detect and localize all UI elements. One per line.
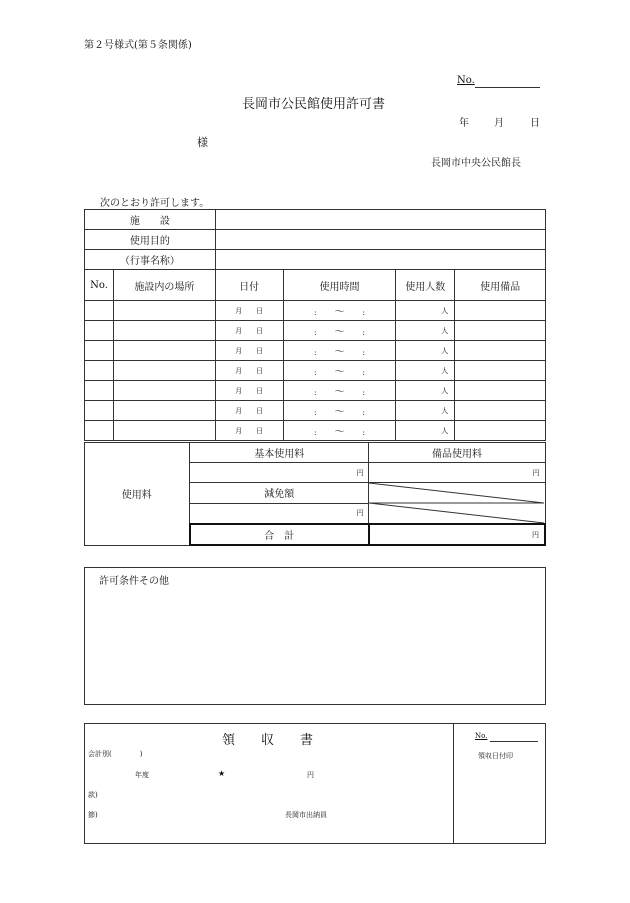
time-colon: : (362, 349, 365, 357)
row-time-cell (283, 401, 396, 421)
month-unit: 月 (235, 387, 243, 395)
addressee-suffix: 様 (197, 136, 208, 149)
time-colon: : (314, 389, 317, 397)
time-colon: : (314, 349, 317, 357)
receipt-box (84, 723, 546, 844)
column-time: 使用時間 (283, 270, 396, 301)
time-colon: : (362, 429, 365, 437)
row-people-cell (396, 401, 455, 421)
person-unit: 人 (441, 347, 449, 355)
time-tilde: 〜 (334, 307, 345, 318)
time-colon: : (314, 329, 317, 337)
month-unit: 月 (235, 367, 243, 375)
receipt-treasurer: 長岡市出納員 (285, 811, 327, 819)
time-colon: : (314, 309, 317, 317)
row-place-cell (113, 401, 215, 421)
usage-row (85, 421, 546, 441)
form-number: 第２号様式(第５条関係) (84, 40, 192, 51)
row-equipment-cell (455, 321, 546, 341)
row-no-cell (85, 401, 114, 421)
row-date-cell (215, 361, 283, 381)
day-unit: 日 (256, 367, 264, 375)
column-date: 日付 (215, 270, 283, 301)
receipt-account: 会計別( ) (88, 750, 143, 758)
day-unit: 日 (256, 427, 264, 435)
person-unit: 人 (441, 307, 449, 315)
month-unit: 月 (235, 347, 243, 355)
issuer: 長岡市中央公民館長 (431, 158, 521, 169)
row-time-cell (283, 381, 396, 401)
row-equipment-cell (455, 341, 546, 361)
document-number-label (457, 75, 475, 86)
time-tilde: 〜 (334, 367, 345, 378)
month-unit: 月 (235, 427, 243, 435)
row-date-cell (215, 341, 283, 361)
usage-table (84, 269, 546, 441)
row-date-cell (215, 381, 283, 401)
row-date-cell (215, 421, 283, 441)
row-equipment-cell (455, 361, 546, 381)
receipt-no-label: No. (475, 732, 488, 740)
receipt-divider (453, 724, 454, 843)
column-people: 使用人数 (396, 270, 455, 301)
basic-fee-label: 基本使用料 (190, 443, 369, 463)
row-people-cell (396, 421, 455, 441)
row-place-cell (113, 341, 215, 361)
usage-row (85, 401, 546, 421)
date-day: 日 (530, 118, 540, 129)
month-unit: 月 (235, 407, 243, 415)
day-unit: 日 (256, 347, 264, 355)
row-place-cell (113, 321, 215, 341)
row-place-cell (113, 361, 215, 381)
day-unit: 日 (256, 387, 264, 395)
event-name-label: （行事名称） (85, 250, 216, 270)
receipt-no-line (490, 741, 538, 742)
usage-row (85, 341, 546, 361)
person-unit: 人 (441, 407, 449, 415)
month-unit: 月 (235, 327, 243, 335)
row-people-cell (396, 361, 455, 381)
person-unit: 人 (441, 367, 449, 375)
diagonal-strike (369, 483, 544, 523)
row-time-cell (283, 321, 396, 341)
event-name-value (215, 250, 545, 270)
time-tilde: 〜 (334, 427, 345, 438)
row-time-cell (283, 341, 396, 361)
equipment-fee-amount (369, 463, 545, 483)
row-time-cell (283, 421, 396, 441)
row-place-cell (113, 421, 215, 441)
row-no-cell (85, 321, 114, 341)
row-date-cell (215, 401, 283, 421)
conditions-label: 許可条件その他 (99, 576, 169, 587)
yen-unit: 円 (532, 530, 539, 539)
basic-fee-amount (190, 463, 369, 483)
date-year: 年 (459, 118, 469, 129)
receipt-title: 領 収 書 (222, 733, 314, 748)
intro-text: 次のとおり許可します。 (100, 198, 210, 209)
usage-row (85, 321, 546, 341)
time-tilde: 〜 (334, 327, 345, 338)
day-unit: 日 (256, 307, 264, 315)
info-table (84, 209, 546, 270)
document-number-line (475, 87, 540, 88)
row-date-cell (215, 301, 283, 321)
time-tilde: 〜 (334, 347, 345, 358)
receipt-clause: 節) (88, 811, 98, 819)
receipt-yen: 円 (307, 771, 314, 779)
yen-unit: 円 (356, 509, 364, 518)
row-equipment-cell (455, 381, 546, 401)
date-month: 月 (494, 118, 504, 129)
time-tilde: 〜 (334, 407, 345, 418)
row-no-cell (85, 381, 114, 401)
row-no-cell (85, 341, 114, 361)
row-people-cell (396, 341, 455, 361)
purpose-value (215, 230, 545, 250)
time-colon: : (362, 329, 365, 337)
equipment-fee-label: 備品使用料 (369, 443, 545, 463)
person-unit: 人 (441, 327, 449, 335)
row-no-cell (85, 421, 114, 441)
time-colon: : (362, 389, 365, 397)
time-colon: : (314, 429, 317, 437)
fees-label: 使用料 (85, 443, 190, 546)
reduction-label: 減免額 (190, 483, 369, 504)
usage-row (85, 381, 546, 401)
no-label: No. (457, 75, 475, 86)
row-people-cell (396, 301, 455, 321)
row-no-cell (85, 301, 114, 321)
row-place-cell (113, 381, 215, 401)
column-place: 施設内の場所 (113, 270, 215, 301)
fees-table (84, 442, 546, 546)
facility-value (215, 210, 545, 230)
facility-label: 施 設 (85, 210, 216, 230)
reduction-amount (190, 503, 369, 524)
usage-row (85, 361, 546, 381)
receipt-fiscal-year: 年度 (135, 771, 149, 779)
receipt-stamp-label: 領収日付印 (478, 752, 513, 760)
row-place-cell (113, 301, 215, 321)
usage-row (85, 301, 546, 321)
row-people-cell (396, 321, 455, 341)
purpose-label: 使用目的 (85, 230, 216, 250)
receipt-section: 款) (88, 791, 98, 799)
yen-unit: 円 (356, 468, 364, 477)
total-amount (369, 524, 545, 545)
row-people-cell (396, 381, 455, 401)
person-unit: 人 (441, 427, 449, 435)
row-equipment-cell (455, 401, 546, 421)
row-time-cell (283, 361, 396, 381)
time-colon: : (362, 309, 365, 317)
row-equipment-cell (455, 421, 546, 441)
row-date-cell (215, 321, 283, 341)
total-label: 合 計 (190, 524, 369, 545)
yen-unit: 円 (532, 468, 540, 477)
row-no-cell (85, 361, 114, 381)
column-no: No. (85, 270, 114, 301)
month-unit: 月 (235, 307, 243, 315)
time-colon: : (314, 409, 317, 417)
row-equipment-cell (455, 301, 546, 321)
equipment-reduction-blank (369, 483, 545, 525)
time-colon: : (362, 369, 365, 377)
row-time-cell (283, 301, 396, 321)
document-title: 長岡市公民館使用許可書 (242, 97, 386, 112)
time-colon: : (362, 409, 365, 417)
column-equipment: 使用備品 (455, 270, 546, 301)
star-mark: ★ (218, 769, 226, 778)
day-unit: 日 (256, 407, 264, 415)
day-unit: 日 (256, 327, 264, 335)
time-tilde: 〜 (334, 387, 345, 398)
person-unit: 人 (441, 387, 449, 395)
time-colon: : (314, 369, 317, 377)
conditions-box (84, 567, 546, 705)
